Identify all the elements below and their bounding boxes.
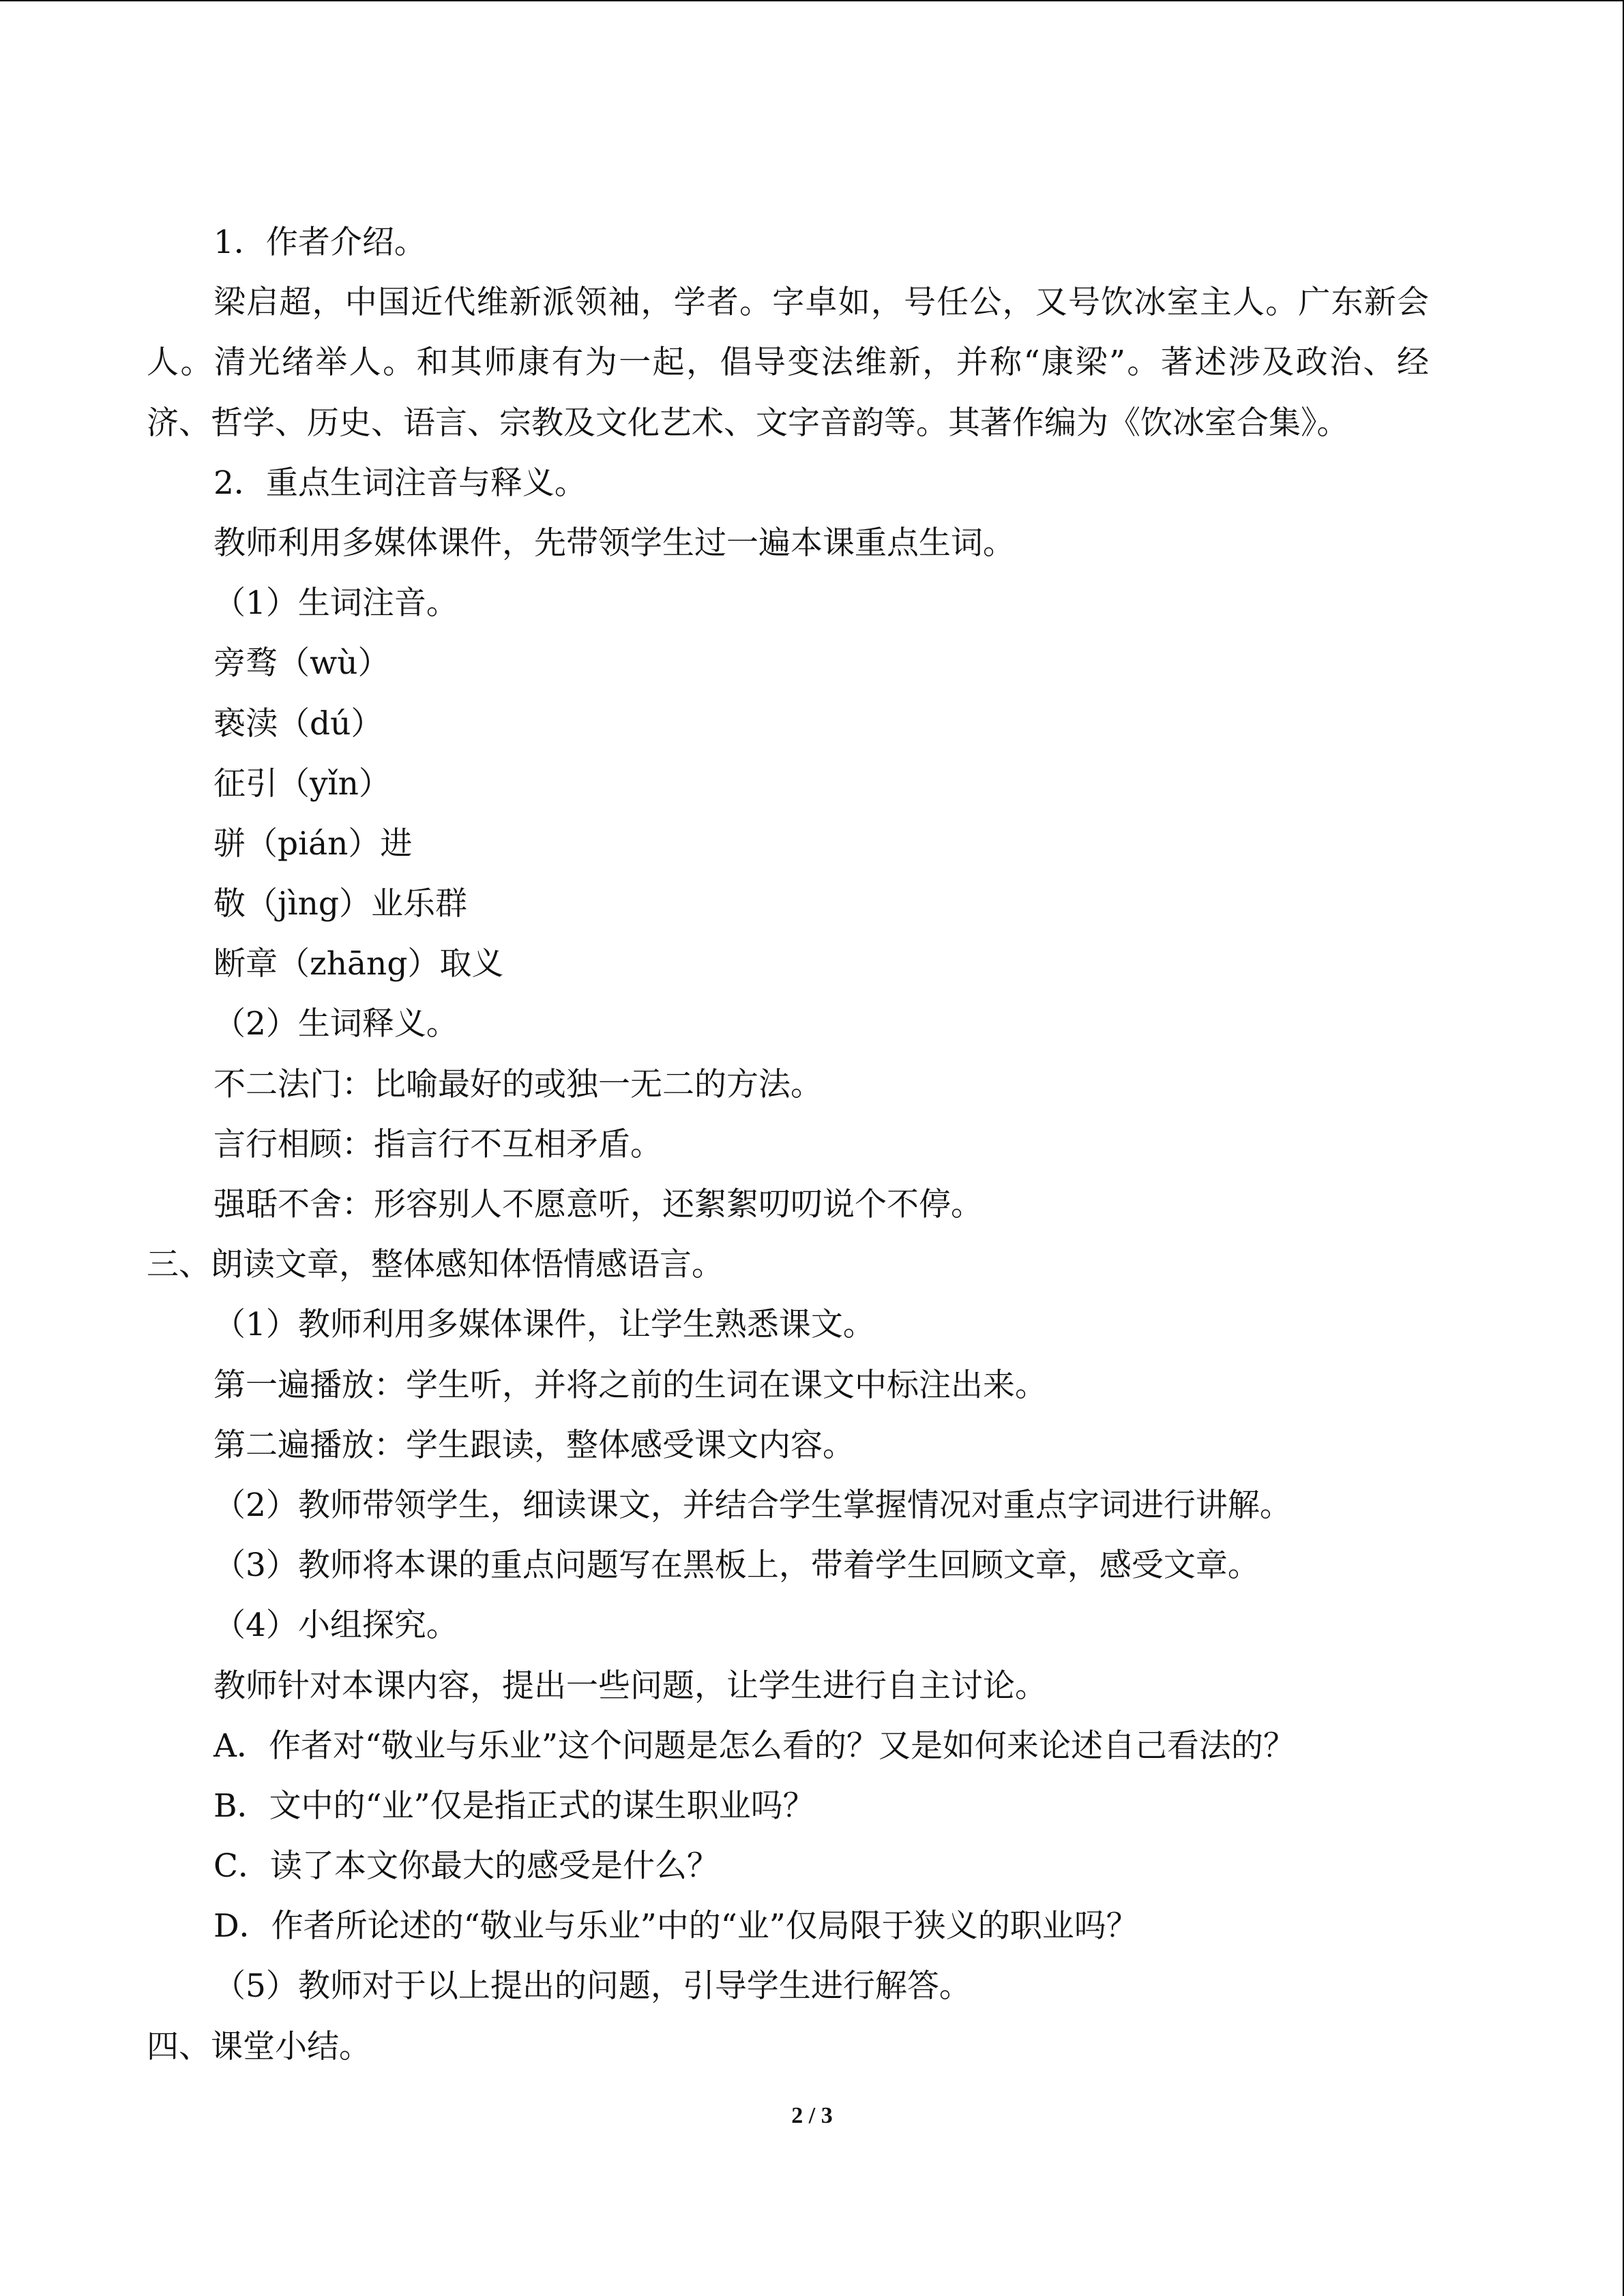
body-text: 教师针对本课内容，提出一些问题，让学生进行自主讨论。 <box>213 1667 1047 1705</box>
vocab-item: 征引（yǐn） <box>213 764 391 803</box>
definition-item: 强聒不舍：形容别人不愿意听，还絮絮叨叨说个不停。 <box>213 1186 983 1224</box>
author-bio-paragraph: 梁启超，中国近代维新派领袖，学者。字卓如，号任公，又号饮冰室主人。广东新会人。清光绪举人。和其师康有为一起，倡导变法维新，并称“康梁”。著述涉及政治、经济、哲学、历史、语言、宗教及文化艺术、文字音韵等。其著作编为《饮冰室合集》。 <box>147 284 1429 442</box>
section-heading-reading: 三、朗读文章，整体感知体悟情感语言。 <box>147 1246 724 1284</box>
question-item: C．读了本文你最大的感受是什么？ <box>213 1847 719 1885</box>
page-number: 2 / 3 <box>791 2103 833 2128</box>
body-text: 第一遍播放：学生听，并将之前的生词在课文中标注出来。 <box>213 1366 1047 1404</box>
section-heading-summary: 四、课堂小结。 <box>147 2027 371 2066</box>
definition-item: 不二法门：比喻最好的或独一无二的方法。 <box>213 1065 823 1103</box>
vocab-item: 断章（zhāng）取义 <box>213 945 504 983</box>
vocab-item: 旁骛（wù） <box>213 644 390 683</box>
vocab-item: 亵渎（dú） <box>213 704 383 743</box>
vocab-item: 敬（jìng）业乐群 <box>213 885 467 923</box>
body-text: （5）教师对于以上提出的问题，引导学生进行解答。 <box>213 1967 971 2006</box>
section-heading-vocabulary: 2．重点生词注音与释义。 <box>213 464 587 502</box>
body-text: （4）小组探究。 <box>213 1607 458 1645</box>
body-text: 第二遍播放：学生跟读，整体感受课文内容。 <box>213 1426 855 1464</box>
body-text: 教师利用多媒体课件，先带领学生过一遍本课重点生词。 <box>213 524 1015 562</box>
body-text: （1）教师利用多媒体课件，让学生熟悉课文。 <box>213 1306 875 1344</box>
question-item: A．作者对“敬业与乐业”这个问题是怎么看的？又是如何来论述自己看法的？ <box>213 1727 1295 1765</box>
section-heading-author: 1．作者介绍。 <box>213 224 426 261</box>
question-item: D．作者所论述的“敬业与乐业”中的“业”仅局限于狭义的职业吗？ <box>213 1907 1138 1945</box>
question-item: B．文中的“业”仅是指正式的谋生职业吗？ <box>213 1787 815 1825</box>
document-body <box>147 213 1429 2077</box>
vocab-item: 骈（pián）进 <box>213 824 413 863</box>
subheading-definitions: （2）生词释义。 <box>213 1005 458 1043</box>
definition-item: 言行相顾：指言行不互相矛盾。 <box>213 1125 662 1163</box>
body-text: （3）教师将本课的重点问题写在黑板上，带着学生回顾文章，感受文章。 <box>213 1547 1260 1585</box>
subheading-pronunciation: （1）生词注音。 <box>213 584 458 623</box>
body-text: （2）教师带领学生，细读课文，并结合学生掌握情况对重点字词进行讲解。 <box>213 1486 1292 1524</box>
